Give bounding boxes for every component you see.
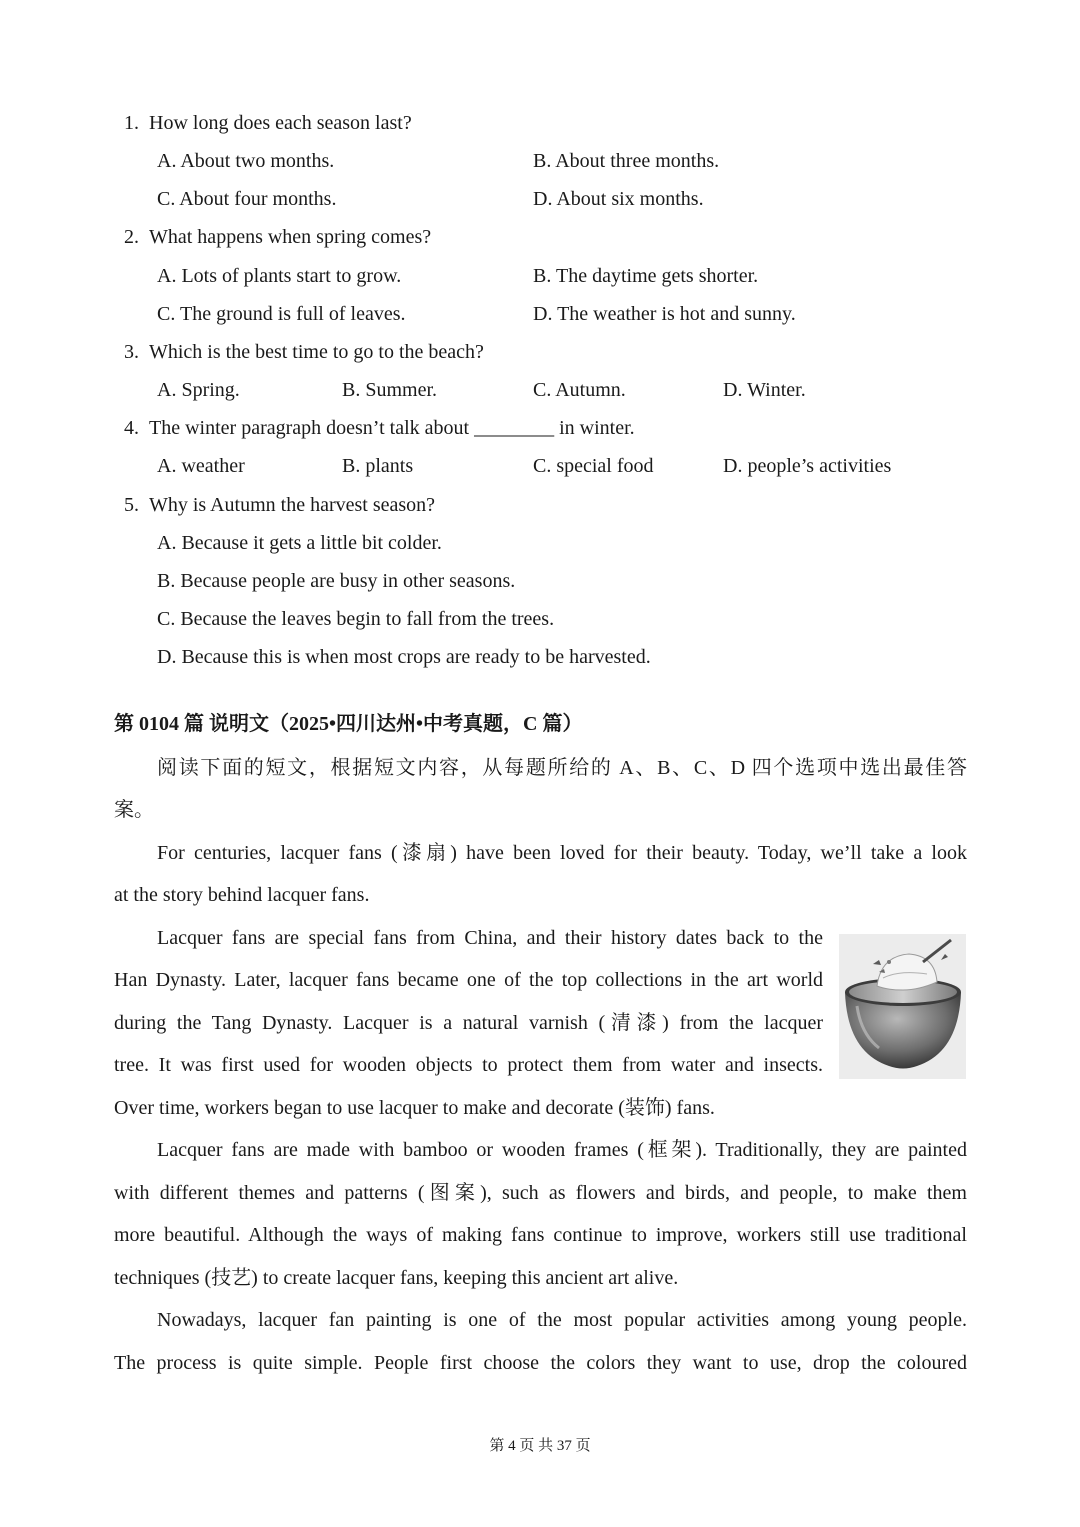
paragraph-2-line: Over time, workers began to use lacquer to make and decorate (装饰) fans. <box>114 1097 715 1119</box>
paragraph-2-line: Lacquer fans are special fans from China, and their history dates back to the <box>157 927 823 949</box>
question-5-option-b: B. Because people are busy in other seasons. <box>157 570 516 592</box>
question-3-option-c: C. Autumn. <box>533 379 626 401</box>
question-5-option-d: D. Because this is when most crops are ready to be harvested. <box>157 646 651 668</box>
paragraph-2-line: tree. It was first used for wooden objects to protect them from water and insects. <box>114 1054 823 1076</box>
question-2-option-c: C. The ground is full of leaves. <box>157 303 406 325</box>
lacquer-fan-bowl-image <box>839 934 966 1079</box>
question-3-stem: 3. Which is the best time to go to the beach? <box>124 341 484 363</box>
question-4-option-c: C. special food <box>533 455 654 477</box>
paragraph-3-line: techniques (技艺) to create lacquer fans, keeping this ancient art alive. <box>114 1267 679 1289</box>
paragraph-1-line: For centuries, lacquer fans (漆扇) have been loved for their beauty. Today, we’ll take a look <box>157 842 967 864</box>
paragraph-3-line: Lacquer fans are made with bamboo or wooden frames (框架). Traditionally, they are painted <box>157 1139 967 1161</box>
question-1-option-c: C. About four months. <box>157 188 337 210</box>
paragraph-2-line: during the Tang Dynasty. Lacquer is a natural varnish (清漆) from the lacquer <box>114 1012 823 1034</box>
question-4-option-d: D. people’s activities <box>723 455 892 477</box>
question-2-option-d: D. The weather is hot and sunny. <box>533 303 796 325</box>
question-3-option-b: B. Summer. <box>342 379 438 401</box>
question-2-option-b: B. The daytime gets shorter. <box>533 265 759 287</box>
question-3-option-a: A. Spring. <box>157 379 240 401</box>
instruction-line-2: 案。 <box>114 799 154 821</box>
paragraph-3-line: with different themes and patterns (图案), such as flowers and birds, and people, to make them <box>114 1182 967 1204</box>
question-1-option-d: D. About six months. <box>533 188 704 210</box>
question-4-option-a: A. weather <box>157 455 245 477</box>
question-4-option-b: B. plants <box>342 455 414 477</box>
question-3-option-d: D. Winter. <box>723 379 806 401</box>
paragraph-4-line: Nowadays, lacquer fan painting is one of the most popular activities among young people. <box>157 1309 967 1331</box>
question-5-option-a: A. Because it gets a little bit colder. <box>157 532 442 554</box>
question-5-option-c: C. Because the leaves begin to fall from the trees. <box>157 608 555 630</box>
question-1-option-a: A. About two months. <box>157 150 335 172</box>
question-1-option-b: B. About three months. <box>533 150 720 172</box>
question-2-option-a: A. Lots of plants start to grow. <box>157 265 402 287</box>
paragraph-4-line: The process is quite simple. People first choose the colors they want to use, drop the coloured <box>114 1352 967 1374</box>
paragraph-1-line: at the story behind lacquer fans. <box>114 884 370 906</box>
question-4-stem: 4. The winter paragraph doesn’t talk about ________ in winter. <box>124 417 635 439</box>
question-2-stem: 2. What happens when spring comes? <box>124 226 432 248</box>
instruction-line-1: 阅读下面的短文，根据短文内容，从每题所给的 A、B、C、D 四个选项中选出最佳答 <box>157 757 967 779</box>
paragraph-2-line: Han Dynasty. Later, lacquer fans became one of the top collections in the art world <box>114 969 823 991</box>
question-1-stem: 1. How long does each season last? <box>124 112 412 134</box>
lacquer-fan-illustration <box>839 934 966 1079</box>
section-heading: 第 0104 篇 说明文（2025•四川达州•中考真题，C 篇） <box>114 713 583 735</box>
page-number-footer: 第 4 页 共 37 页 <box>489 1438 591 1454</box>
question-5-stem: 5. Why is Autumn the harvest season? <box>124 494 436 516</box>
paragraph-3-line: more beautiful. Although the ways of making fans continue to improve, workers still use traditional <box>114 1224 967 1246</box>
